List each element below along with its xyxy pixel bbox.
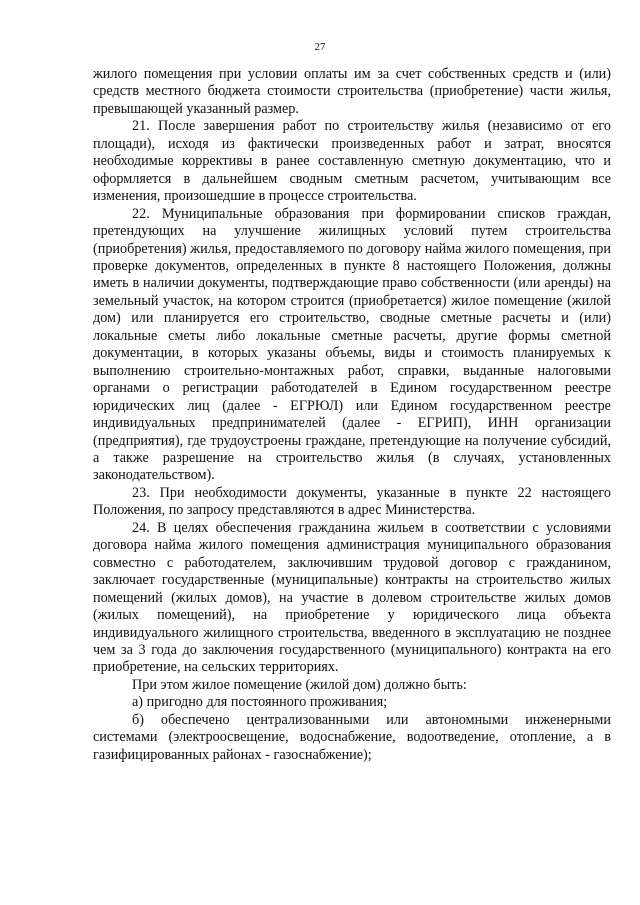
paragraph-21: 21. После завершения работ по строительству жилья (независимо от его площади), исходя из фактически произведенных работ и затрат, вносятся необходимые коррективы в ранее составленную сметную документацию, что и оформляется в дальнейшем сводным сметным расчетом, учитывающим все изменения, произошедшие в процессе строительства. bbox=[93, 118, 611, 205]
paragraph-22: 22. Муниципальные образования при формировании списков граждан, претендующих на улучшение жилищных условий путем строительства (приобретения) жилья, предоставляемого по договору найма жилого помещения, при проверке документов, определенных в пункте 8 настоящего Положения, должны иметь в наличии документы, подтверждающие право собственности (или аренды) на земельный участок, на котором строится (приобретается) жилое помещение (жилой дом) или планируется его строительство, сводные сметные расчеты и (или) локальные сметы либо локальные сметные расчеты, другие формы сметной документации, в которых указаны объемы, виды и стоимость планируемых к выполнению строительно-монтажных работ, справки, выданные налоговыми органами о регистрации работодателей в Едином государственном реестре юридических лиц (далее - ЕГРЮЛ) или Едином государственном реестре индивидуальных предпринимателей (далее - ЕГРИП), ИНН организации (предприятия), где трудоустроены граждане, претендующие на получение субсидий, а также разрешение на строительство жилья (в случаях, установленных законодательством). bbox=[93, 205, 611, 484]
paragraph-requirements-intro: При этом жилое помещение (жилой дом) должно быть: bbox=[132, 676, 467, 693]
paragraph-item-b: б) обеспечено централизованными или автономными инженерными системами (электроосвещение, водоснабжение, водоотведение, отопление, а в газифицированных районах - газоснабжение); bbox=[93, 711, 611, 763]
paragraph-item-a: а) пригодно для постоянного проживания; bbox=[132, 694, 388, 711]
page-number: 27 bbox=[314, 41, 326, 53]
paragraph-24: 24. В целях обеспечения гражданина жильем в соответствии с условиями договора найма жилого помещения администрация муниципального образования совместно с работодателем, заключившим трудовой договор с гражданином, заключает государственные (муниципальные) контракты на строительство жилых помещений (жилых домов), на участие в долевом строительстве жилых домов (жилых помещений), на приобретение у юридического лица объекта индивидуального жилищного строительства, введенного в эксплуатацию не позднее чем за 3 года до заключения государственного (муниципального) контракта на его приобретение, на сельских территориях. bbox=[93, 519, 611, 676]
paragraph-continuation: жилого помещения при условии оплаты им за счет собственных средств и (или) средств местного бюджета стоимости строительства (приобретение) части жилья, превышающей указанный размер. bbox=[93, 66, 611, 117]
document-body bbox=[93, 66, 611, 764]
paragraph-23: 23. При необходимости документы, указанные в пункте 22 настоящего Положения, по запросу представляются в адрес Министерства. bbox=[93, 484, 611, 519]
